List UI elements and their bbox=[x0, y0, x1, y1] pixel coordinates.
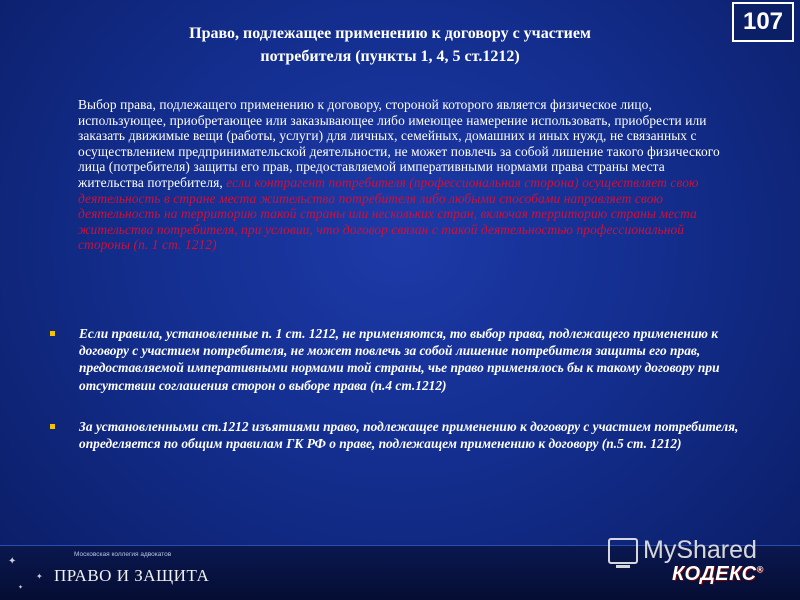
star-icon: ✦ bbox=[36, 572, 43, 581]
bullet-square-icon bbox=[50, 331, 55, 336]
presentation-icon bbox=[608, 538, 638, 564]
kodeks-text: КОДЕКС bbox=[672, 563, 757, 585]
slide-title bbox=[120, 22, 660, 68]
intro-highlight-text: если контрагент потребителя (профессиональная сторона) осуществляет свою деятельность в стране места жительства потребителя либо любыми способами направляет свою деятельность на территорию такой страны или нескольких стран, включая территорию страны места жительства потребителя, при условии, что договор связан с такой деятельностью профессиональной стороны (п. 1 ст. 1212) bbox=[78, 174, 699, 253]
star-icon: ✦ bbox=[8, 556, 17, 567]
brand-logo-text: ПРАВО И ЗАЩИТА bbox=[54, 566, 210, 585]
watermark-text: MyShared bbox=[643, 536, 757, 564]
college-name: Московская коллегия адвокатов bbox=[74, 551, 172, 558]
myshared-watermark bbox=[608, 536, 757, 565]
registered-mark: ® bbox=[756, 564, 764, 575]
kodeks-logo bbox=[672, 563, 764, 586]
bullet-square-icon bbox=[50, 424, 55, 429]
bullet-text: Если правила, установленные п. 1 ст. 1212, не применяются, то выбор права, подлежащего применению к договору с участием потребителя, не может повлечь за собой лишение потребителя защиты его прав, предоставляемой императивными нормами той страны, чье право применялось бы к такому договору при отсутствии соглашения сторон о выборе права (п.4 ст.1212) bbox=[79, 326, 720, 393]
intro-text: Выбор права, подлежащего применению к договору, стороной которого является физическое лицо, использующее, приобретающее или заказывающее либо имеющее намерение использовать, приобрести или заказать движимые вещи (работы, услуги) для личных, семейных, домашних и иных нужд, не связанных с осуществлением предпринимательской деятельности, не может повлечь за собой лишение такого физического лица (потребителя) защиты его прав, предоставляемой императивными нормами права страны места жительства потребителя, bbox=[78, 97, 720, 190]
bullet-list bbox=[48, 325, 768, 476]
bullet-item bbox=[48, 325, 768, 394]
star-icon: ✦ bbox=[18, 585, 24, 591]
title-line-2: потребителя (пункты 1, 4, 5 ст.1212) bbox=[260, 48, 520, 65]
bullet-text: За установленными ст.1212 изъятиями право, подлежащее применению к договору с участием потребителя, определяется по общим правилам ГК РФ о праве, подлежащем применению к договору (п.5 ст. 1212) bbox=[79, 418, 739, 452]
intro-paragraph bbox=[78, 97, 728, 253]
slide-number: 107 bbox=[732, 2, 794, 42]
title-line-1: Право, подлежащее применению к договору с участием bbox=[189, 25, 591, 42]
bullet-item bbox=[48, 418, 768, 452]
